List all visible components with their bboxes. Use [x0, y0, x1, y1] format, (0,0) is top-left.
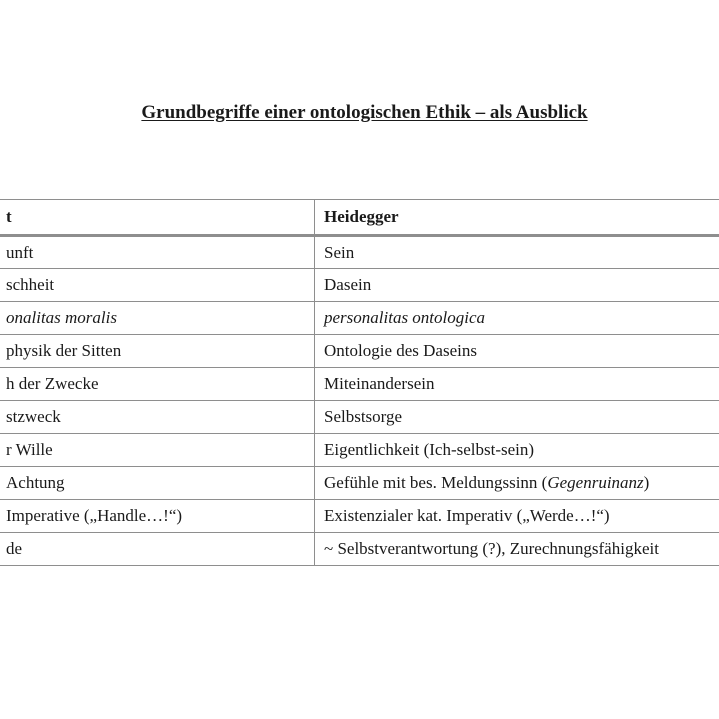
right-text-pre: Gefühle mit bes. Meldungssinn ( — [324, 473, 548, 492]
table-row — [0, 500, 719, 533]
table-row — [0, 401, 719, 434]
right-cell: Eigentlichkeit (Ich-selbst-sein) — [315, 434, 719, 467]
page-title: Grundbegriffe einer ontologischen Ethik – als Ausblick — [141, 102, 588, 123]
table-row — [0, 236, 719, 269]
table-header-row — [0, 200, 719, 236]
left-cell: physik der Sitten — [0, 335, 315, 368]
right-cell: Existenzialer kat. Imperativ („Werde…!“) — [315, 500, 719, 533]
right-cell: Selbstsorge — [315, 401, 719, 434]
right-cell: Dasein — [315, 269, 719, 302]
table-row — [0, 533, 719, 566]
right-cell — [315, 467, 719, 500]
left-cell: r Wille — [0, 434, 315, 467]
header-cell-left: t — [0, 200, 315, 236]
table-row — [0, 467, 719, 500]
right-cell: Miteinandersein — [315, 368, 719, 401]
left-cell: schheit — [0, 269, 315, 302]
left-cell: stzweck — [0, 401, 315, 434]
left-cell: onalitas moralis — [0, 302, 315, 335]
right-cell: Sein — [315, 236, 719, 269]
right-cell: personalitas ontologica — [315, 302, 719, 335]
left-cell: Imperative („Handle…!“) — [0, 500, 315, 533]
left-cell: Achtung — [0, 467, 315, 500]
right-text-emphasis: Gegenruinanz — [547, 473, 644, 492]
left-cell: de — [0, 533, 315, 566]
table-row — [0, 368, 719, 401]
right-text-post: ) — [643, 473, 650, 492]
table-row — [0, 335, 719, 368]
table-row — [0, 302, 719, 335]
table-row — [0, 269, 719, 302]
table-row — [0, 434, 719, 467]
header-cell-heidegger: Heidegger — [315, 200, 719, 236]
right-cell: Ontologie des Daseins — [315, 335, 719, 368]
concept-comparison-table — [0, 199, 719, 566]
right-cell: ~ Selbstverantwortung (?), Zurechnungsfähigkeit — [315, 533, 719, 566]
left-cell: unft — [0, 236, 315, 269]
left-cell: h der Zwecke — [0, 368, 315, 401]
